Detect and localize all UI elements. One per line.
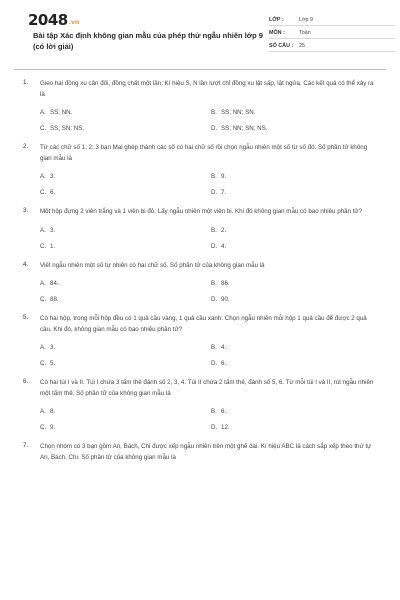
option-text: 12. bbox=[221, 424, 230, 431]
question-number: 7. bbox=[23, 442, 29, 449]
option-letter: A. bbox=[40, 109, 46, 116]
option-letter: D. bbox=[211, 296, 218, 303]
option-letter: C. bbox=[40, 296, 47, 303]
option-text: 9. bbox=[50, 424, 56, 431]
answer-option[interactable] bbox=[40, 296, 211, 303]
option-text: 88. bbox=[50, 296, 59, 303]
option-letter: C. bbox=[40, 424, 47, 431]
answer-options bbox=[40, 344, 374, 367]
answer-options bbox=[40, 408, 374, 431]
meta-key: SỐ CÂU : bbox=[269, 43, 294, 49]
meta-value: 25 bbox=[299, 43, 305, 49]
meta-value: Lớp 9 bbox=[299, 17, 314, 23]
option-text: SS; SN; NS. bbox=[50, 125, 85, 132]
answer-options bbox=[40, 109, 374, 132]
answer-option[interactable] bbox=[211, 344, 371, 351]
option-letter: A. bbox=[40, 226, 46, 234]
option-text: 7. bbox=[221, 189, 227, 196]
question-number: 5. bbox=[23, 314, 29, 321]
answer-option[interactable] bbox=[211, 243, 371, 250]
option-letter: B. bbox=[211, 344, 217, 351]
option-letter: D. bbox=[211, 189, 218, 196]
question-item bbox=[0, 143, 400, 196]
logo-suffix: .vn bbox=[68, 19, 80, 26]
answer-option[interactable] bbox=[40, 344, 211, 351]
question-text: Gieo hai đồng xu cân đối, đồng chất một lần. Kí hiệu S, N lần lượt chỉ đồng xu lật sấp, lật ngửa. Các kết quả có thể xảy ra là bbox=[40, 80, 374, 98]
option-text: 1. bbox=[50, 242, 56, 250]
answer-option[interactable] bbox=[211, 296, 371, 303]
option-text: 9. bbox=[221, 173, 227, 180]
answer-option[interactable] bbox=[211, 424, 371, 431]
answer-option[interactable] bbox=[211, 125, 371, 132]
question-item bbox=[0, 207, 400, 250]
answer-options bbox=[40, 173, 374, 196]
question-text: Từ các chữ số 1; 2; 3 bạn Mai ghép thành các số có hai chữ số rồi chọn ngẫu nhiên một số từ số đó. Số phần tử không gian mẫu là bbox=[40, 144, 368, 162]
question-number: 6. bbox=[23, 378, 29, 385]
answer-option[interactable] bbox=[211, 360, 371, 367]
answer-option[interactable] bbox=[40, 125, 211, 132]
option-letter: B. bbox=[211, 280, 217, 287]
question-text: Viết ngẫu nhiên một số tự nhiên có hai chữ số. Số phần tử của không gian mẫu là bbox=[40, 261, 265, 269]
option-letter: A. bbox=[40, 173, 46, 180]
option-text: 86. bbox=[221, 280, 230, 287]
option-letter: D. bbox=[211, 242, 218, 250]
question-number: 4. bbox=[23, 260, 29, 268]
answer-option[interactable] bbox=[40, 408, 211, 415]
option-text: 3. bbox=[50, 173, 56, 180]
meta-value: Toán bbox=[299, 30, 311, 36]
meta-key: LỚP : bbox=[269, 17, 284, 23]
option-text: 5. bbox=[50, 360, 56, 367]
question-number: 3. bbox=[23, 207, 29, 214]
option-letter: C. bbox=[40, 242, 47, 250]
option-letter: C. bbox=[40, 189, 47, 196]
option-text: 3. bbox=[50, 226, 56, 234]
question-item bbox=[0, 79, 400, 132]
option-letter: D. bbox=[211, 424, 218, 431]
site-logo[interactable] bbox=[28, 11, 79, 29]
option-text: 90. bbox=[221, 296, 230, 303]
option-letter: B. bbox=[211, 226, 217, 234]
page-title: Bài tập Xác định không gian mẫu của phép thử ngẫu nhiên lớp 9 (có lời giải) bbox=[33, 31, 263, 51]
question-text: Chọn nhóm có 3 bạn gồm An, Bách, Chi được xếp ngẫu nhiên trên một ghế dài. Kí hiệu ABC là cách sắp xếp theo thứ tự An, Bách, Chi. Số phần tử của không gian mẫu là bbox=[40, 443, 372, 461]
answer-option[interactable] bbox=[211, 173, 371, 180]
option-letter: A. bbox=[40, 344, 46, 351]
option-text: 8. bbox=[50, 408, 56, 415]
option-text: 4. bbox=[221, 344, 227, 351]
question-number: 2. bbox=[23, 143, 29, 150]
option-text: SS; NN; SN. bbox=[221, 109, 256, 116]
option-text: 84. bbox=[50, 280, 59, 287]
meta-key: MÔN : bbox=[269, 30, 285, 36]
question-item bbox=[0, 314, 400, 367]
question-text: Một hộp đựng 2 viên trắng và 1 viên bi đỏ. Lấy ngẫu nhiên một viên bi. Khi đó không gian mẫu có bao nhiêu phần tử? bbox=[40, 208, 363, 215]
option-text: 2. bbox=[221, 226, 227, 234]
option-letter: A. bbox=[40, 408, 46, 415]
answer-option[interactable] bbox=[40, 360, 211, 367]
answer-option[interactable] bbox=[211, 408, 371, 415]
answer-option[interactable] bbox=[40, 424, 211, 431]
option-letter: D. bbox=[211, 360, 218, 367]
option-text: 3. bbox=[50, 344, 56, 351]
option-text: 4. bbox=[221, 242, 227, 250]
header-divider bbox=[14, 69, 386, 70]
option-text: 6. bbox=[50, 189, 56, 196]
option-letter: C. bbox=[40, 125, 47, 132]
option-text: 6. bbox=[221, 408, 227, 415]
answer-options bbox=[40, 280, 374, 303]
question-text: Có hai hộp, trong mỗi hộp đều có 1 quả cầu vàng, 1 quả cầu xanh. Chọn ngẫu nhiên mỗi hộp 1 quả cầu để được 2 quả cầu. Khi đó, không gian mẫu có bao nhiêu phần tử? bbox=[40, 315, 367, 333]
option-letter: D. bbox=[211, 125, 218, 132]
answer-option[interactable] bbox=[211, 189, 371, 196]
option-letter: B. bbox=[211, 109, 217, 116]
meta-panel bbox=[269, 13, 395, 52]
logo-main: 2048 bbox=[28, 11, 68, 29]
meta-row bbox=[269, 26, 395, 39]
question-item bbox=[0, 442, 400, 463]
option-letter: B. bbox=[211, 173, 217, 180]
answer-option[interactable] bbox=[211, 227, 371, 234]
answer-options bbox=[40, 227, 374, 250]
option-letter: A. bbox=[40, 280, 46, 287]
meta-row bbox=[269, 13, 395, 26]
option-text: SS; NN; SN; NS. bbox=[221, 125, 268, 132]
meta-row bbox=[269, 39, 395, 52]
option-text: SS; NN. bbox=[50, 109, 73, 116]
answer-option[interactable] bbox=[40, 189, 211, 196]
header bbox=[14, 0, 386, 60]
answer-option[interactable] bbox=[40, 173, 211, 180]
answer-option[interactable] bbox=[40, 280, 211, 287]
option-letter: C. bbox=[40, 360, 47, 367]
question-list bbox=[0, 79, 400, 474]
answer-option[interactable] bbox=[211, 109, 371, 116]
option-letter: B. bbox=[211, 408, 217, 415]
question-item bbox=[0, 378, 400, 431]
answer-option[interactable] bbox=[40, 227, 211, 234]
question-number: 1. bbox=[23, 79, 29, 86]
answer-option[interactable] bbox=[40, 109, 211, 116]
question-text: Có hai túi I và II. Túi I chứa 3 tấm thẻ đánh số 2, 3, 4. Túi II chứa 2 tấm thẻ, đánh số 5, 6. Từ mỗi túi I và II, rút ngẫu nhiên một tấm thẻ. Số phần tử của không gian mẫu là bbox=[40, 379, 374, 397]
answer-option[interactable] bbox=[40, 243, 211, 250]
question-item bbox=[0, 261, 400, 304]
option-text: 6. bbox=[221, 360, 227, 367]
answer-option[interactable] bbox=[211, 280, 371, 287]
